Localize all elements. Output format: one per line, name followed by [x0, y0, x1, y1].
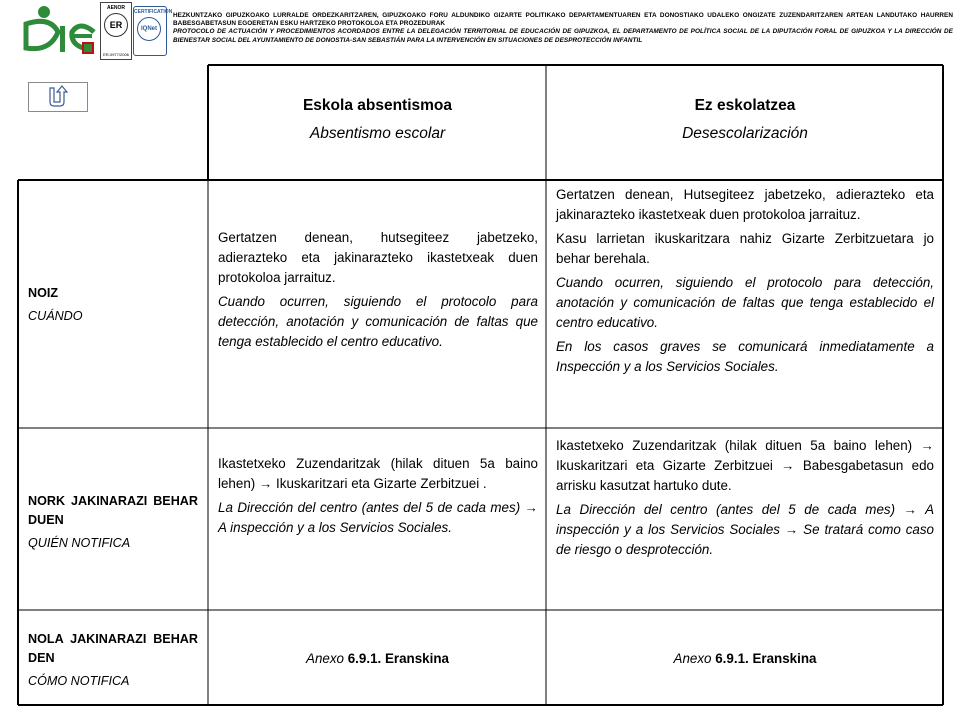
column-header-desescolarizacion: [547, 92, 943, 148]
cert-code: ER-0977/2006: [103, 52, 129, 57]
row-label-es: CUÁNDO: [28, 309, 83, 323]
cell-nork-desescolarizacion: [556, 436, 934, 564]
row-label-es: CÓMO NOTIFICA: [28, 674, 130, 688]
cell-text-es: En los casos graves se comunicará inmediatamente a Inspección y a los Servicios Sociales.: [556, 339, 934, 374]
header-spanish: PROTOCOLO DE ACTUACIÓN Y PROCEDIMIENTOS ACORDADOS ENTRE LA DELEGACIÓN TERRITORIAL DE EDUCACIÓN DE GIPUZKOA, EL DEPARTAMENTO DE POLÍTICA SOCIAL DE LA DIPUTACIÓN FORAL DE GIPUZKOA Y LA DIRECCIÓN DE BIENESTAR SOCIAL DEL AYUNTAMIENTO DE DONOSTIA-SAN SEBASTIÁN PARA LA INTERVENCIÓN EN SITUACIONES DE DESPROTECCIÓN INFANTIL: [173, 28, 953, 44]
row-label: NOLA JAKINARAZI BEHAR DEN: [28, 632, 198, 665]
cell-text-es: Cuando ocurren, siguiendo el protocolo para detección, anotación y comunicación de faltas que tenga establecido el centro educativo.: [218, 294, 538, 349]
cert-mark: IQNet: [137, 17, 161, 41]
annex-prefix: Anexo: [306, 651, 344, 666]
cell-text-eu: Ikastetxeko Zuzendaritzak (hilak dituen 5a baino lehen) → Ikuskaritzari eta Gizarte Zerbitzuei .: [218, 456, 538, 491]
row-label-es: QUIÉN NOTIFICA: [28, 536, 131, 550]
cell-noiz-absentismo: [218, 228, 538, 356]
cell-text-eu: Ikastetxeko Zuzendaritzak (hilak dituen 5a baino lehen) → Ikuskaritzari eta Gizarte Zerbitzuei → Babesgabetasun edo arrisku kasutzat hartuko dute.: [556, 438, 934, 493]
row-label-noiz: [28, 284, 198, 326]
cell-nork-absentismo: [218, 454, 538, 542]
annex-prefix: Anexo: [673, 651, 712, 666]
cell-nola-absentismo: [209, 649, 546, 669]
annex-link[interactable]: 6.9.1. Eranskina: [715, 651, 817, 666]
column-header-absentismo: [209, 92, 546, 148]
column-title: Eskola absentismoa: [302, 97, 453, 114]
cell-text-eu: Gertatzen denean, hutsegiteez jabetzeko, adierazteko eta jakinarazteko ikastetxeak duen protokoloa jarraituz.: [218, 230, 538, 285]
cell-text-es: La Dirección del centro (antes del 5 de cada mes) → A inspección y a los Servicios Sociales → Se tratará como caso de riesgo o desprotección.: [556, 502, 934, 557]
cert-label: AENOR: [106, 5, 126, 11]
cell-text-eu: Kasu larrietan ikuskaritzara nahiz Gizarte Zerbitzuetara jo behar berehala.: [556, 231, 934, 266]
cell-nola-desescolarizacion: [547, 649, 943, 669]
cell-text-es: Cuando ocurren, siguiendo el protocolo para detección, anotación y comunicación de faltas que tenga establecido el centro educativo.: [556, 275, 934, 330]
cert-mark: ER: [104, 13, 128, 37]
cell-noiz-desescolarizacion: [556, 185, 934, 381]
column-subtitle: Desescolarización: [682, 125, 808, 142]
column-title: Ez eskolatzea: [694, 97, 796, 114]
row-label: NOIZ: [28, 286, 59, 300]
row-label-nola: [28, 630, 198, 691]
cert-label: CERTIFICATION: [134, 9, 173, 15]
row-label: NORK JAKINARAZI BEHAR DUEN: [28, 494, 198, 527]
header-basque: HEZKUNTZAKO GIPUZKOAKO LURRALDE ORDEZKARITZAREN, GIPUZKOAKO FORU ALDUNDIKO GIZARTE POLITIKAKO DEPARTAMENTUAREN ETA DONOSTIAKO UDALEKO ONGIZATE ZUZENDARITZAREN ARTEAN LANDUTAKO HAURREN BABESGABETASUN EGOERETAN ESKU HARTZEKO PROTOKOLOA ETA PROZEDURAK: [173, 12, 953, 28]
annex-link[interactable]: 6.9.1. Eranskina: [347, 651, 449, 666]
column-subtitle: Absentismo escolar: [309, 125, 446, 142]
cell-text-eu: Gertatzen denean, Hutsegiteez jabetzeko, adierazteko eta jakinarazteko ikastetxeak duen protokoloa jarraituz.: [556, 187, 934, 222]
cell-text-es: La Dirección del centro (antes del 5 de cada mes) → A inspección y a los Servicios Sociales.: [218, 500, 538, 535]
row-label-nork: [28, 492, 198, 553]
